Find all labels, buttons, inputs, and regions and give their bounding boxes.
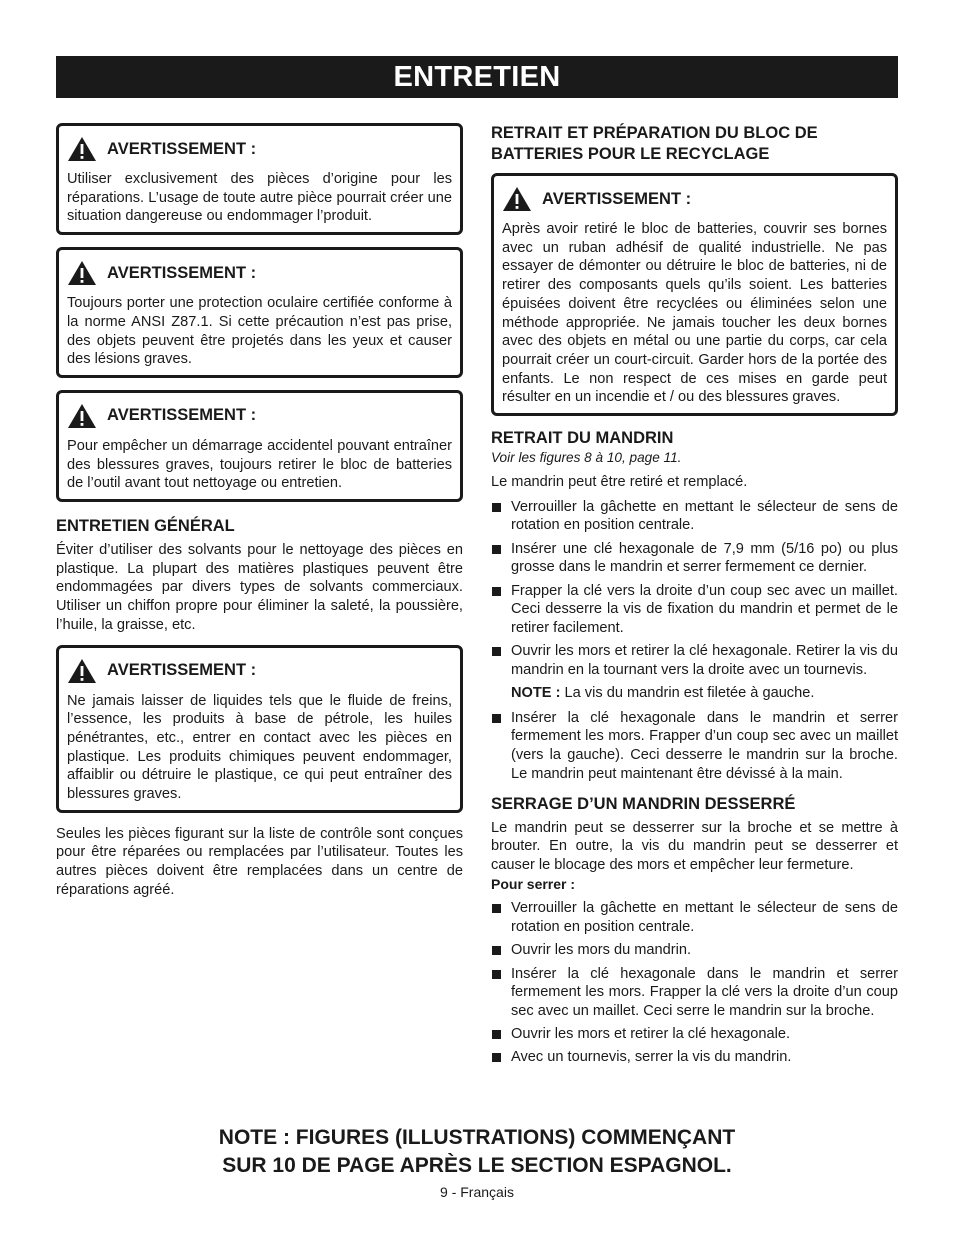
list-item: Ouvrir les mors et retirer la clé hexagonale. Retirer la vis du mandrin en la tournant vers la droite avec un tournevis. bbox=[491, 642, 898, 679]
figures-note-line2: SUR 10 DE PAGE APRÈS LE SECTION ESPAGNOL. bbox=[222, 1154, 732, 1177]
left-column bbox=[56, 123, 463, 900]
warning-triangle-icon bbox=[67, 136, 97, 162]
bullet-square-icon bbox=[492, 1053, 501, 1062]
figure-reference: Voir les figures 8 à 10, page 11. bbox=[491, 450, 682, 466]
warning-label: AVERTISSEMENT : bbox=[107, 139, 257, 158]
warning-label: AVERTISSEMENT : bbox=[107, 263, 257, 282]
warning-box-original-parts bbox=[56, 123, 463, 235]
list-item: Insérer une clé hexagonale de 7,9 mm (5/16 po) ou plus grosse dans le mandrin et serrer fermement ce dernier. bbox=[491, 540, 898, 577]
chuck-tighten-heading: SERRAGE D’UN MANDRIN DESSERRÉ bbox=[491, 794, 796, 813]
page-number: 9 - Français bbox=[440, 1184, 514, 1200]
list-item: Ouvrir les mors et retirer la clé hexagonale. bbox=[491, 1025, 898, 1044]
warning-box-accidental-start bbox=[56, 390, 463, 502]
general-maintenance-heading: ENTRETIEN GÉNÉRAL bbox=[56, 517, 235, 536]
bullet-square-icon bbox=[492, 970, 501, 979]
bullet-square-icon bbox=[492, 587, 501, 596]
warning-label: AVERTISSEMENT : bbox=[107, 661, 257, 680]
bullet-square-icon bbox=[492, 946, 501, 955]
bullet-square-icon bbox=[492, 904, 501, 913]
warning-triangle-icon bbox=[67, 658, 97, 684]
note-label: NOTE : bbox=[511, 685, 561, 702]
chuck-removal-intro: Le mandrin peut être retiré et remplacé. bbox=[491, 474, 748, 491]
bullet-square-icon bbox=[492, 1030, 501, 1039]
figures-note bbox=[0, 1124, 954, 1180]
chuck-tighten-steps bbox=[491, 899, 898, 1067]
warning-header bbox=[67, 136, 452, 162]
warning-box-battery bbox=[491, 173, 898, 416]
bullet-square-icon bbox=[492, 714, 501, 723]
warning-text: Toujours porter une protection oculaire certifiée conforme à la norme ANSI Z87.1. Si cette précaution n’est pas prise, des objets peuvent être projetés dans les yeux et causer des lésions graves. bbox=[67, 295, 452, 368]
chuck-removal-heading: RETRAIT DU MANDRIN bbox=[491, 429, 674, 448]
right-column bbox=[491, 123, 898, 1072]
list-item: Avec un tournevis, serrer la vis du mandrin. bbox=[491, 1048, 898, 1067]
warning-box-liquids bbox=[56, 645, 463, 813]
warning-header bbox=[502, 186, 887, 212]
warning-text: Ne jamais laisser de liquides tels que le fluide de freins, l’essence, les produits à base de pétrole, les huiles pénétrantes, etc., entrer en contact avec les pièces en plastique. Les produits chimiques peuvent endommager, affaiblir ou détruire le plastique, ce qui peut entraîner des blessures graves. bbox=[67, 692, 452, 803]
warning-text: Pour empêcher un démarrage accidentel pouvant entraîner des blessures graves, toujours retirer le bloc de batteries de l’outil avant tout nettoyage ou entretien. bbox=[67, 437, 452, 492]
chuck-tighten-intro: Le mandrin peut se desserrer sur la broche et se mettre à brouter. En outre, la vis du mandrin peut se desserrer et causer le blocage des mors et empêcher leur fermeture. bbox=[491, 819, 898, 873]
chuck-thread-note bbox=[491, 684, 898, 703]
list-item: Frapper la clé vers la droite d’un coup sec avec un maillet. Ceci desserre la vis de fixation du mandrin et permet de le retirer facilement. bbox=[491, 582, 898, 638]
warning-header bbox=[67, 260, 452, 286]
warning-triangle-icon bbox=[502, 186, 532, 212]
list-item: Insérer la clé hexagonale dans le mandrin et serrer fermement les mors. Frapper la clé vers la droite d’un coup sec avec un maillet. Ceci serre le mandrin sur la broche. bbox=[491, 965, 898, 1021]
warning-label: AVERTISSEMENT : bbox=[542, 189, 692, 208]
general-maintenance-text: Éviter d’utiliser des solvants pour le nettoyage des pièces en plastique. La plupart des matières plastiques peuvent être endommagées par divers types de solvants commerciaux. Utiliser un chiffon propre pour éliminer la saleté, la poussière, l’huile, la graisse, etc. bbox=[56, 542, 463, 633]
warning-header bbox=[67, 658, 452, 684]
page-title: ENTRETIEN bbox=[56, 56, 898, 98]
warning-label: AVERTISSEMENT : bbox=[107, 406, 257, 425]
warning-triangle-icon bbox=[67, 403, 97, 429]
warning-triangle-icon bbox=[67, 260, 97, 286]
bullet-square-icon bbox=[492, 545, 501, 554]
chuck-removal-steps bbox=[491, 498, 898, 680]
warning-box-eye-protection bbox=[56, 247, 463, 378]
list-item: Ouvrir les mors du mandrin. bbox=[491, 941, 898, 960]
replaceable-parts-text: Seules les pièces figurant sur la liste de contrôle sont conçues pour être réparées ou remplacées par l’utilisateur. Toutes les autres pièces doivent être remplacées dans un centre de réparations agréé. bbox=[56, 825, 463, 898]
list-item: Verrouiller la gâchette en mettant le sélecteur de sens de rotation en position centrale. bbox=[491, 899, 898, 936]
bullet-square-icon bbox=[492, 647, 501, 656]
note-text: La vis du mandrin est filetée à gauche. bbox=[560, 685, 815, 702]
figures-note-line1: NOTE : FIGURES (ILLUSTRATIONS) COMMENÇANT bbox=[218, 1126, 736, 1149]
battery-removal-heading: RETRAIT ET PRÉPARATION DU BLOC DE BATTERIES POUR LE RECYCLAGE bbox=[491, 124, 818, 163]
how-to-tighten-label: Pour serrer : bbox=[491, 875, 576, 892]
list-item: Insérer la clé hexagonale dans le mandrin et serrer fermement les mors. Frapper d’un coup sec avec un maillet (vers la gauche). Ceci desserre le mandrin sur la broche. Le mandrin peut maintenant être dévissé à la main. bbox=[491, 709, 898, 784]
bullet-square-icon bbox=[492, 503, 501, 512]
chuck-removal-steps-continued bbox=[491, 709, 898, 784]
warning-header bbox=[67, 403, 452, 429]
list-item: Verrouiller la gâchette en mettant le sélecteur de sens de rotation en position centrale. bbox=[491, 498, 898, 535]
warning-text: Utiliser exclusivement des pièces d’origine pour les réparations. L’usage de toute autre pièce pourrait créer une situation dangereuse ou endommager l’produit. bbox=[67, 171, 452, 225]
warning-text: Après avoir retiré le bloc de batteries, couvrir ses bornes avec un ruban adhésif de qualité industrielle. Ne pas essayer de démonter ou détruire le bloc de batteries, ni de retirer des composants quels qu’ils soient. Les batteries épuisées doivent être recyclées ou éliminées selon une méthode appropriée. Ne jamais toucher les deux bornes avec des objets en métal ou une partie du corps, car cela pourrait créer un court-circuit. Garder hors de la portée des enfants. Le non respect de ces mises en garde peut résulter en un incendie et / ou des blessures graves. bbox=[502, 221, 887, 406]
